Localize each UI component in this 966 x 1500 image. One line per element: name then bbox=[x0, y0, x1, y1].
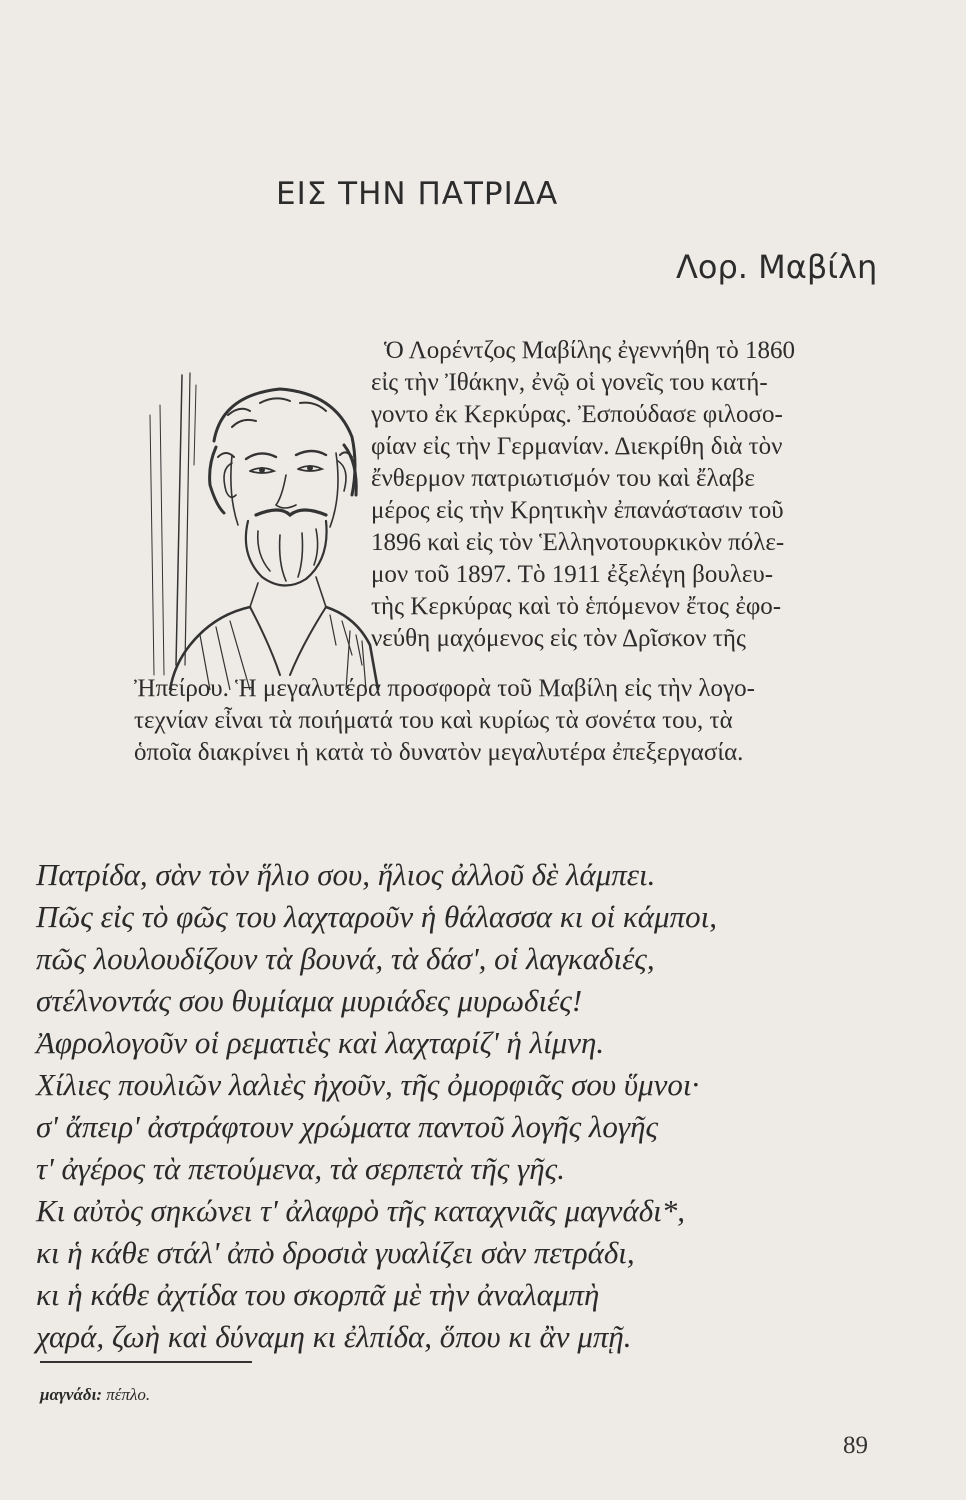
poem-line: Χίλιες πουλιῶν λαλιὲς ἠχοῦν, τῆς ὀμορφιᾶς σου ὕμνοι· bbox=[36, 1067, 700, 1102]
footnote-divider bbox=[40, 1361, 252, 1363]
poem-line: Κι αὐτὸς σηκώνει τ' ἀλαφρὸ τῆς καταχνιᾶς μαγνάδι*, bbox=[36, 1193, 685, 1228]
footnote bbox=[40, 1385, 150, 1405]
bio-line: μον τοῦ 1897. Τὸ 1911 ἐξελέγη βουλευ- bbox=[371, 561, 774, 588]
footnote-term: μαγνάδι: bbox=[40, 1385, 102, 1404]
footnote-definition: πέπλο. bbox=[106, 1385, 151, 1404]
portrait-illustration-icon bbox=[130, 345, 380, 690]
bio-line: νεύθη μαχόμενος εἰς τὸν Δρῖσκον τῆς bbox=[371, 625, 746, 652]
bio-line: 1896 καὶ εἰς τὸν Ἑλληνοτουρκικὸν πόλε- bbox=[371, 529, 785, 556]
poem-line: Πῶς εἰς τὸ φῶς του λαχταροῦν ἡ θάλασσα κι οἱ κάμποι, bbox=[36, 899, 718, 934]
poem-line: Πατρίδα, σὰν τὸν ἥλιο σου, ἥλιος ἀλλοῦ δὲ λάμπει. bbox=[36, 857, 656, 892]
poem-line: κι ἡ κάθε ἀχτίδα του σκορπᾶ μὲ τὴν ἀναλαμπὴ bbox=[36, 1277, 600, 1312]
poem-line: Ἀφρολογοῦν οἱ ρεματιὲς καὶ λαχταρίζ' ἡ λίμνη. bbox=[36, 1025, 605, 1060]
poem-line: πῶς λουλουδίζουν τὰ βουνά, τὰ δάσ', οἱ λαγκαδιές, bbox=[36, 941, 655, 976]
bio-line: μέρος εἰς τὴν Κρητικὴν ἐπανάστασιν τοῦ bbox=[371, 497, 784, 524]
bio-line: φίαν εἰς τὴν Γερμανίαν. Διεκρίθη διὰ τὸν bbox=[371, 433, 783, 460]
poem-line: στέλνοντάς σου θυμίαμα μυριάδες μυρωδιές! bbox=[36, 983, 583, 1018]
poem-line: χαρά, ζωὴ καὶ δύναμη κι ἐλπίδα, ὅπου κι ἂν μπῇ. bbox=[36, 1319, 632, 1354]
bio-line: γοντο ἐκ Κερκύρας. Ἐσπούδασε φιλοσο- bbox=[371, 401, 783, 428]
bio-line: Ὁ Λορέντζος Μαβίλης ἐγεννήθη τὸ 1860 bbox=[384, 337, 795, 364]
poem-author: Λορ. Μαβίλη bbox=[676, 248, 878, 286]
poem-title: ΕΙΣ ΤΗΝ ΠΑΤΡΙΔΑ bbox=[276, 176, 559, 212]
poem-line: σ' ἄπειρ' ἀστράφτουν χρώματα παντοῦ λογῆς λογῆς bbox=[36, 1109, 659, 1144]
poem-line: τ' ἀγέρος τὰ πετούμενα, τὰ σερπετὰ τῆς γῆς. bbox=[36, 1151, 565, 1186]
page-number: 89 bbox=[843, 1432, 868, 1459]
bio-line: ὁποῖα διακρίνει ἡ κατὰ τὸ δυνατὸν μεγαλυτέρα ἐπεξεργασία. bbox=[134, 739, 744, 766]
bio-line: ἔνθερμον πατριωτισμόν του καὶ ἔλαβε bbox=[371, 465, 755, 492]
bio-line: Ἠπείρου. Ἡ μεγαλυτέρα προσφορὰ τοῦ Μαβίλη εἰς τὴν λογο- bbox=[134, 675, 755, 702]
bio-line: τὴς Κερκύρας καὶ τὸ ἑπόμενον ἔτος ἐφο- bbox=[371, 593, 782, 620]
poem-line: κι ἡ κάθε στάλ' ἀπὸ δροσιὰ γυαλίζει σὰν πετράδι, bbox=[36, 1235, 635, 1270]
bio-line: τεχνίαν εἶναι τὰ ποιήματά του καὶ κυρίως τὰ σονέτα του, τὰ bbox=[134, 707, 733, 734]
bio-line: εἰς τὴν Ἰθάκην, ἐνῷ οἱ γονεῖς του κατή- bbox=[371, 369, 768, 396]
